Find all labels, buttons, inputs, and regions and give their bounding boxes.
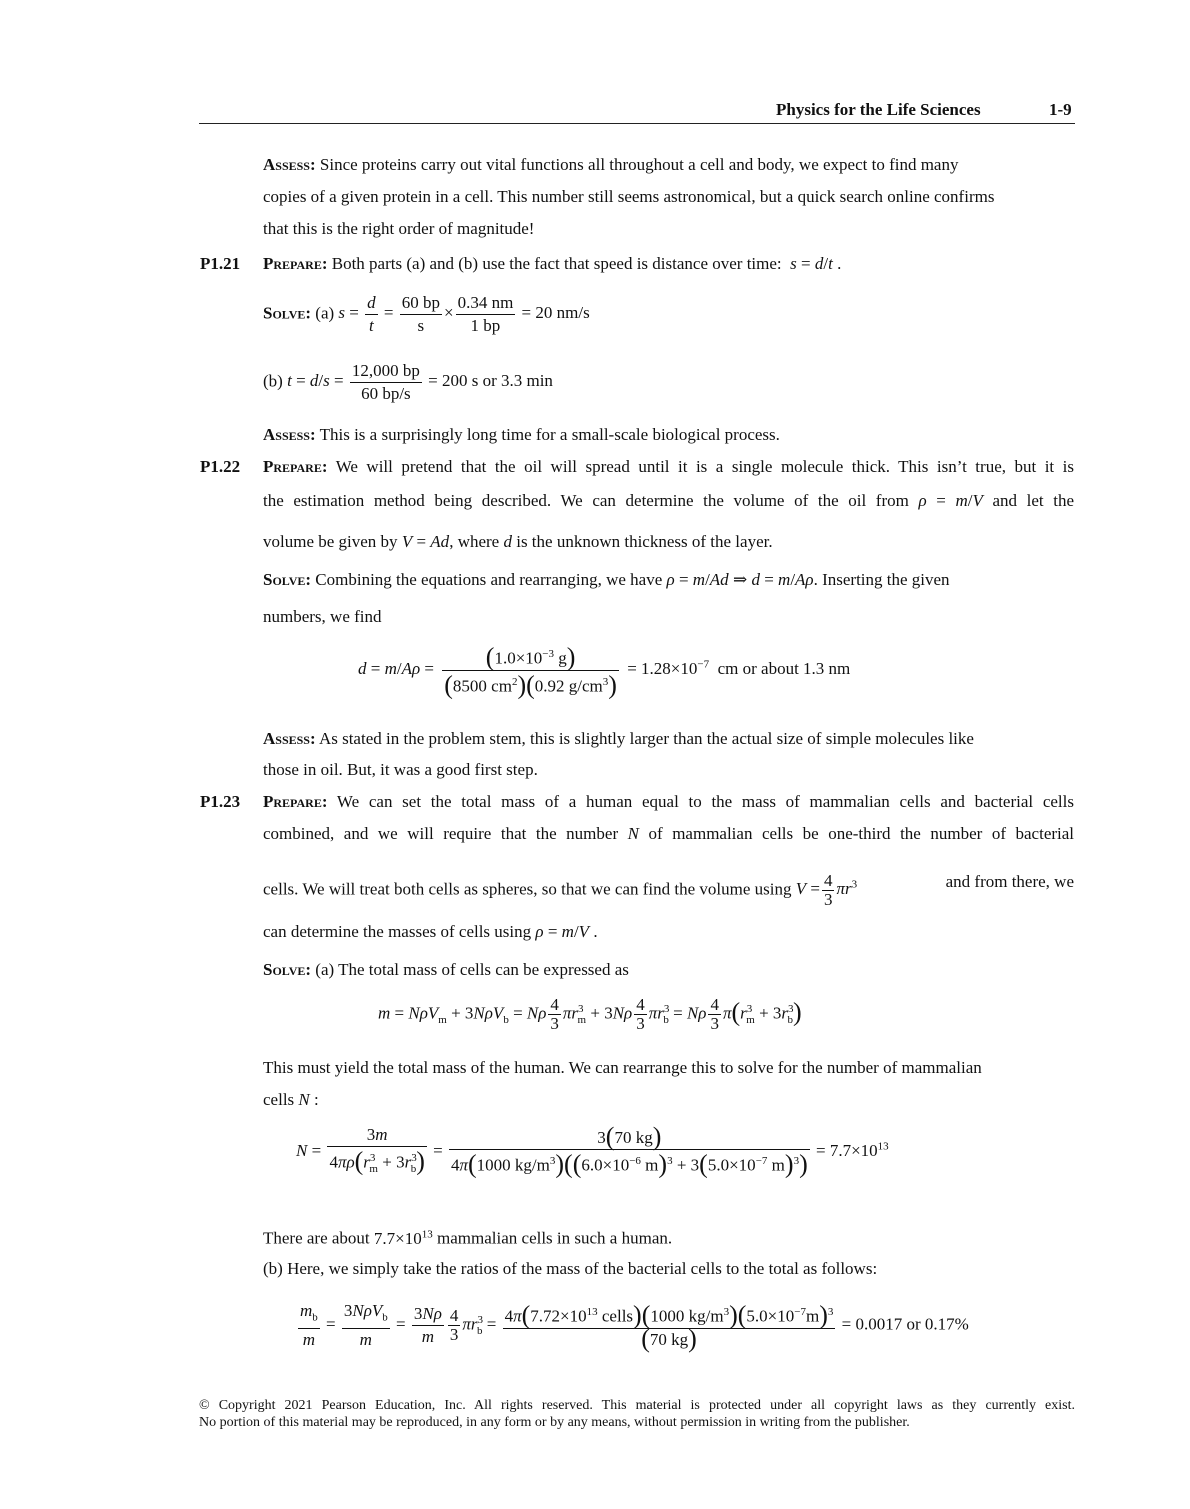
prepare-text-line: cells. We will treat both cells as spheres, so that we can find the volume using V = $\frac{4}{3}$ $\pi r^3$ and from there, we (263, 871, 1074, 909)
prepare-label: Prepare: (263, 792, 328, 811)
prepare-paragraph (263, 254, 841, 274)
solve-text-line: There are about $7.7\times 10^{13}$ mammalian cells in such a human. (263, 1228, 673, 1248)
prepare-label: Prepare: (263, 254, 328, 273)
equation-time: t = d/s = $\frac{12,000 bp}{60 bp/s}$ = 200 s or 3.3 min (287, 361, 553, 403)
header-rule (199, 123, 1075, 124)
solve-text-line: cells N : (263, 1090, 319, 1109)
solve-text-line: This must yield the total mass of the human. We can rearrange this to solve for the number of mammalian (263, 1058, 982, 1077)
equation-volume: V = Ad, (401, 532, 454, 551)
assess-paragraph-1 (263, 155, 958, 175)
assess-paragraph: Assess: As stated in the problem stem, this is slightly larger than the actual size of simple molecules like (263, 729, 974, 748)
prepare-text-line: combined, and we will require that the number N of mammalian cells be one-third the number of bacterial (263, 824, 1075, 843)
prepare-label: Prepare: (263, 457, 328, 476)
solve-label: Solve: (263, 303, 312, 323)
equation-thickness-value: d = m/Aρ = $\frac{(1.0\times 10^{-3} g)}{(8500 cm^2)(0.92 g/cm^3)}$ = $1.28\times 10^{-7}$ cm or about 1.3 nm (358, 642, 851, 700)
equation-thickness: ρ = m/Ad ⇒ d = m/Aρ (666, 570, 814, 589)
solve-label: Solve: (263, 570, 312, 589)
footer-line: © Copyright 2021 Pearson Education, Inc. All rights reserved. This material is protected under all copyright laws as they currently exist. (199, 1398, 1075, 1413)
assess-label: Assess: (263, 425, 316, 444)
running-header-title: Physics for the Life Sciences (776, 100, 981, 119)
assess-text-line: that this is the right order of magnitude! (263, 219, 535, 238)
prepare-text-line: volume be given by V = Ad, where d is the unknown thickness of the layer. (263, 532, 773, 551)
solve-part-b (263, 360, 553, 405)
result-text: cm or about 1.3 nm (717, 659, 851, 679)
problem-number: P1.23 (200, 792, 241, 811)
solve-label: Solve: (263, 960, 312, 979)
prepare-paragraph (263, 457, 1074, 477)
page-number: 1-9 (1049, 100, 1072, 119)
prepare-text-line: can determine the masses of cells using ρ = m/V . (263, 922, 598, 941)
cell-count-value: $7.7\times 10^{13}$ (373, 1228, 433, 1248)
variable-d: d (503, 532, 512, 551)
assess-text: This is a surprisingly long time for a small-scale biological process. (319, 425, 780, 444)
assess-label: Assess: (263, 729, 316, 748)
problem-number: P1.21 (200, 254, 241, 273)
solve-paragraph: Solve: Combining the equations and rearranging, we have ρ = m/Ad ⇒ d = m/Aρ. Inserting the given (263, 570, 950, 589)
copyright-footer (199, 1397, 1075, 1431)
solve-paragraph: Solve: (a) The total mass of cells can be expressed as (263, 960, 629, 979)
result-b: = 0.0017 or 0.17% (841, 1314, 969, 1334)
equation-speed: s = d/t . (790, 254, 842, 273)
assess-text-line: copies of a given protein in a cell. This number still seems astronomical, but a quick search online confirms (263, 187, 995, 206)
part-label: (a) (315, 303, 335, 323)
prepare-paragraph: Prepare: We can set the total mass of a human equal to the mass of mammalian cells and bacterial cells (263, 792, 1074, 811)
solve-text-line: (b) Here, we simply take the ratios of the mass of the bacterial cells to the total as follows: (263, 1259, 878, 1278)
problem-number: P1.22 (200, 457, 241, 476)
variable-N: N (298, 1090, 310, 1109)
solve-part-a (263, 292, 590, 337)
equation-cell-count: N = $\frac{3m}{4\pi\rho(r^3_m + 3r^3_b)}$ = $\frac{3(70 kg)}{4\pi(1000 kg/m^3)((6.0\times 10^{-6} m)^3 + 3(5.0\times 10^{-7} m)^3)}$ = $7.7\times 10^{13}$ (296, 1122, 889, 1179)
prepare-text-line: the estimation method being described. We can determine the volume of the oil from ρ = m/V and let the (263, 491, 1075, 510)
part-label: (b) (263, 371, 283, 391)
prepare-text-line: We will pretend that the oil will spread until it is a single molecule thick. This isn’t true, but it is (335, 457, 1074, 476)
assess-text-line: those in oil. But, it was a good first step. (263, 760, 538, 779)
equation-total-mass: m = NρV$_m$ + 3NρV$_b$ = Nρ $\frac{4}{3}$ $\pi r^3_m + 3N\rho$ $\frac{4}{3}$ $\pi r^3_b = N\rho$ $\frac{4}{3}$ $\pi(r^3_m + 3r^3_b)$ (378, 995, 802, 1033)
assess-paragraph (263, 425, 780, 445)
solve-text-line: numbers, we find (263, 607, 382, 626)
equation-sphere-volume: V = $\frac{4}{3}$ $\pi r^3$ (795, 871, 858, 909)
footer-line: No portion of this material may be reproduced, in any form or by any means, without permission in writing from the publisher. (199, 1415, 910, 1430)
equation-density: ρ = m/V . (535, 922, 598, 941)
equation-mass-ratio: $\frac{m_b}{m}$ = $\frac{3N\rho V_b}{m}$ = $\frac{3N\rho}{m}$ $\frac{4}{3}$ $\pi r^3_b$ = $\frac{4\pi(7.72\times 10^{13} cells)(1000 kg/m^3)(5.0\times 10^{-7}m)^3}{(70 kg)}$ = 0.0017 or 0.17% (300, 1300, 969, 1353)
equation-speed-value: s = $\frac{d}{t}$ = $\frac{60 bp}{s}$ × $\frac{0.34 nm}{1 bp}$ = 20 nm/s (338, 293, 590, 335)
assess-label: Assess: (263, 155, 316, 174)
variable-N: N (627, 824, 639, 843)
equation-density: ρ = m/V (918, 491, 983, 510)
prepare-text: Both parts (a) and (b) use the fact that speed is distance over time: (331, 254, 782, 273)
assess-text-line: Since proteins carry out vital functions all throughout a cell and body, we expect to find many (319, 155, 959, 174)
